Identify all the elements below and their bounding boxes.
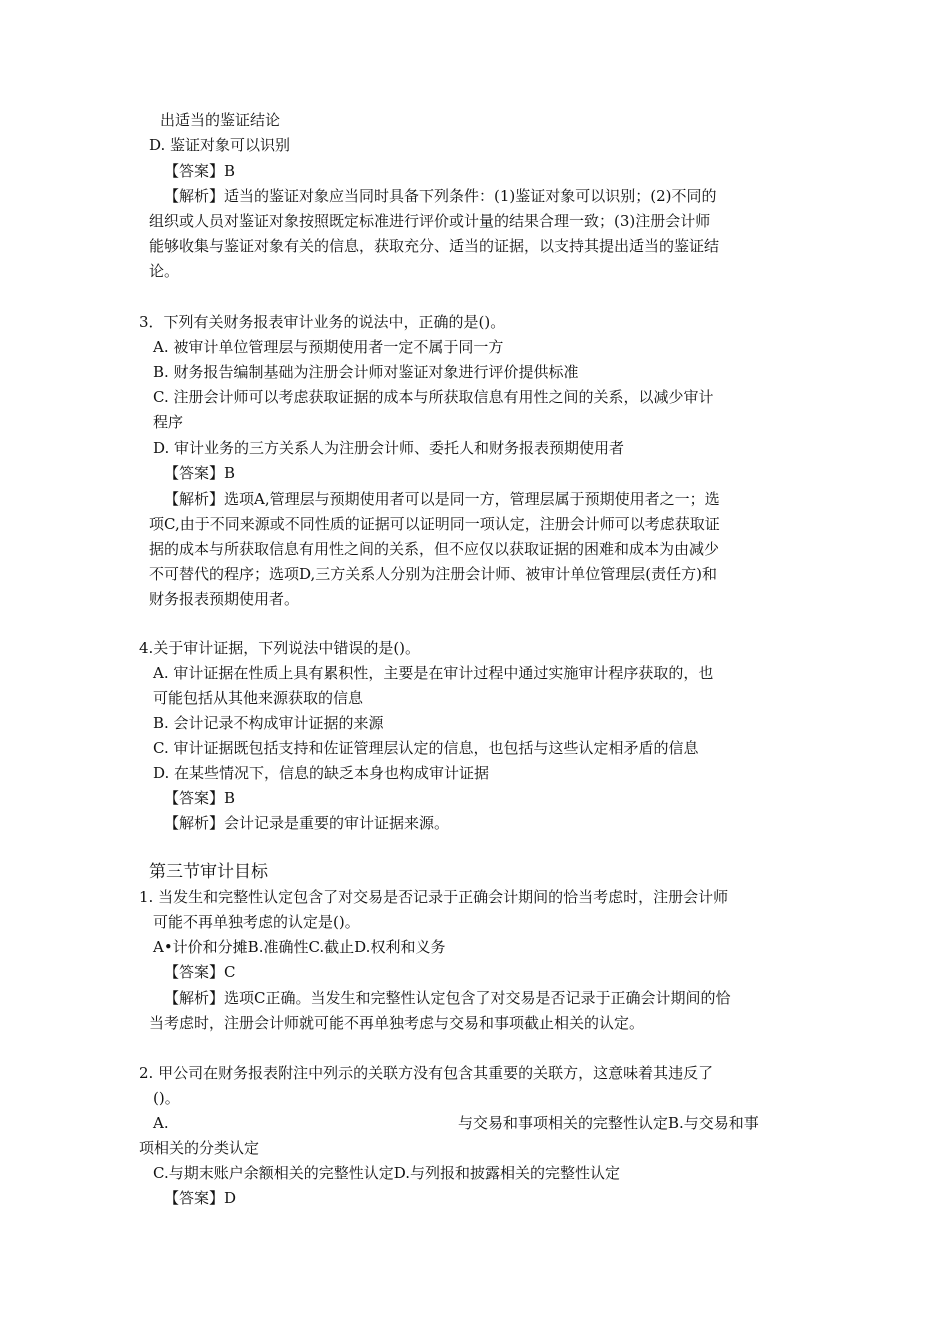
options-line: A•计价和分摊B.准确性C.截止D.权利和义务 xyxy=(153,938,446,956)
question-1-cont: 可能不再单独考虑的认定是()。 xyxy=(153,913,360,931)
section-heading: 第三节审计目标 xyxy=(149,862,268,882)
explanation-line: 【解析】选项C正确。当发生和完整性认定包含了对交易是否记录于正确会计期间的恰 xyxy=(164,989,731,1007)
text-line: 出适当的鉴证结论 xyxy=(160,111,281,129)
option-a: A. 审计证据在性质上具有累积性，主要是在审计过程中通过实施审计程序获取的，也 xyxy=(153,664,714,682)
option-b: B. 财务报告编制基础为注册会计师对鉴证对象进行评价提供标准 xyxy=(153,363,579,381)
explanation-line: 当考虑时，注册会计师就可能不再单独考虑与交易和事项截止相关的认定。 xyxy=(149,1014,645,1032)
option-a: A. 被审计单位管理层与预期使用者一定不属于同一方 xyxy=(153,338,504,356)
option-b: B. 会计记录不构成审计证据的来源 xyxy=(153,714,384,732)
question-1: 1. 当发生和完整性认定包含了对交易是否记录于正确会计期间的恰当考虑时，注册会计师 xyxy=(139,888,729,906)
question-2-cont: ()。 xyxy=(153,1089,180,1107)
explanation-line: 组织或人员对鉴证对象按照既定标准进行评价或计量的结果合理一致；(3)注册会计师 xyxy=(149,212,711,230)
option-d: D. 审计业务的三方关系人为注册会计师、委托人和财务报表预期使用者 xyxy=(153,439,625,457)
answer: 【答案】D xyxy=(164,1189,237,1207)
answer: 【答案】B xyxy=(164,162,236,180)
option-c: C. 审计证据既包括支持和佐证管理层认定的信息，也包括与这些认定相矛盾的信息 xyxy=(153,739,699,757)
answer: 【答案】B xyxy=(164,464,236,482)
option-a-label: A. xyxy=(153,1114,169,1132)
option-c: C. 注册会计师可以考虑获取证据的成本与所获取信息有用性之间的关系，以减少审计 xyxy=(153,388,714,406)
option-a-cont: 可能包括从其他来源获取的信息 xyxy=(153,689,364,707)
options-line-cont: 项相关的分类认定 xyxy=(139,1139,260,1157)
explanation-line: 项C,由于不同来源或不同性质的证据可以证明同一项认定，注册会计师可以考虑获取证 xyxy=(149,515,720,533)
explanation-line: 论。 xyxy=(149,262,180,280)
options-line: 与交易和事项相关的完整性认定B.与交易和事 xyxy=(458,1114,759,1132)
explanation-line: 据的成本与所获取信息有用性之间的关系，但不应仅以获取证据的困难和成本为由减少 xyxy=(149,540,720,558)
option-d: D. 鉴证对象可以识别 xyxy=(149,136,291,154)
question-4: 4.关于审计证据，下列说法中错误的是()。 xyxy=(139,639,421,657)
options-line: C.与期末账户余额相关的完整性认定D.与列报和披露相关的完整性认定 xyxy=(153,1164,620,1182)
option-d: D. 在某些情况下，信息的缺乏本身也构成审计证据 xyxy=(153,764,490,782)
explanation-line: 能够收集与鉴证对象有关的信息，获取充分、适当的证据，以支持其提出适当的鉴证结 xyxy=(149,237,720,255)
explanation-line: 【解析】会计记录是重要的审计证据来源。 xyxy=(164,814,450,832)
explanation-line: 【解析】适当的鉴证对象应当同时具备下列条件：(1)鉴证对象可以识别；(2)不同的 xyxy=(164,187,717,205)
answer: 【答案】B xyxy=(164,789,236,807)
explanation-line: 不可替代的程序；选项D,三方关系人分别为注册会计师、被审计单位管理层(责任方)和 xyxy=(149,565,717,583)
explanation-line: 财务报表预期使用者。 xyxy=(149,590,300,608)
question-3: 3．下列有关财务报表审计业务的说法中，正确的是()。 xyxy=(139,313,506,331)
answer: 【答案】C xyxy=(164,963,236,981)
explanation-line: 【解析】选项A,管理层与预期使用者可以是同一方，管理层属于预期使用者之一；选 xyxy=(164,490,720,508)
option-c-cont: 程序 xyxy=(153,413,184,431)
question-2: 2. 甲公司在财务报表附注中列示的关联方没有包含其重要的关联方，这意味着其违反了 xyxy=(139,1064,714,1082)
